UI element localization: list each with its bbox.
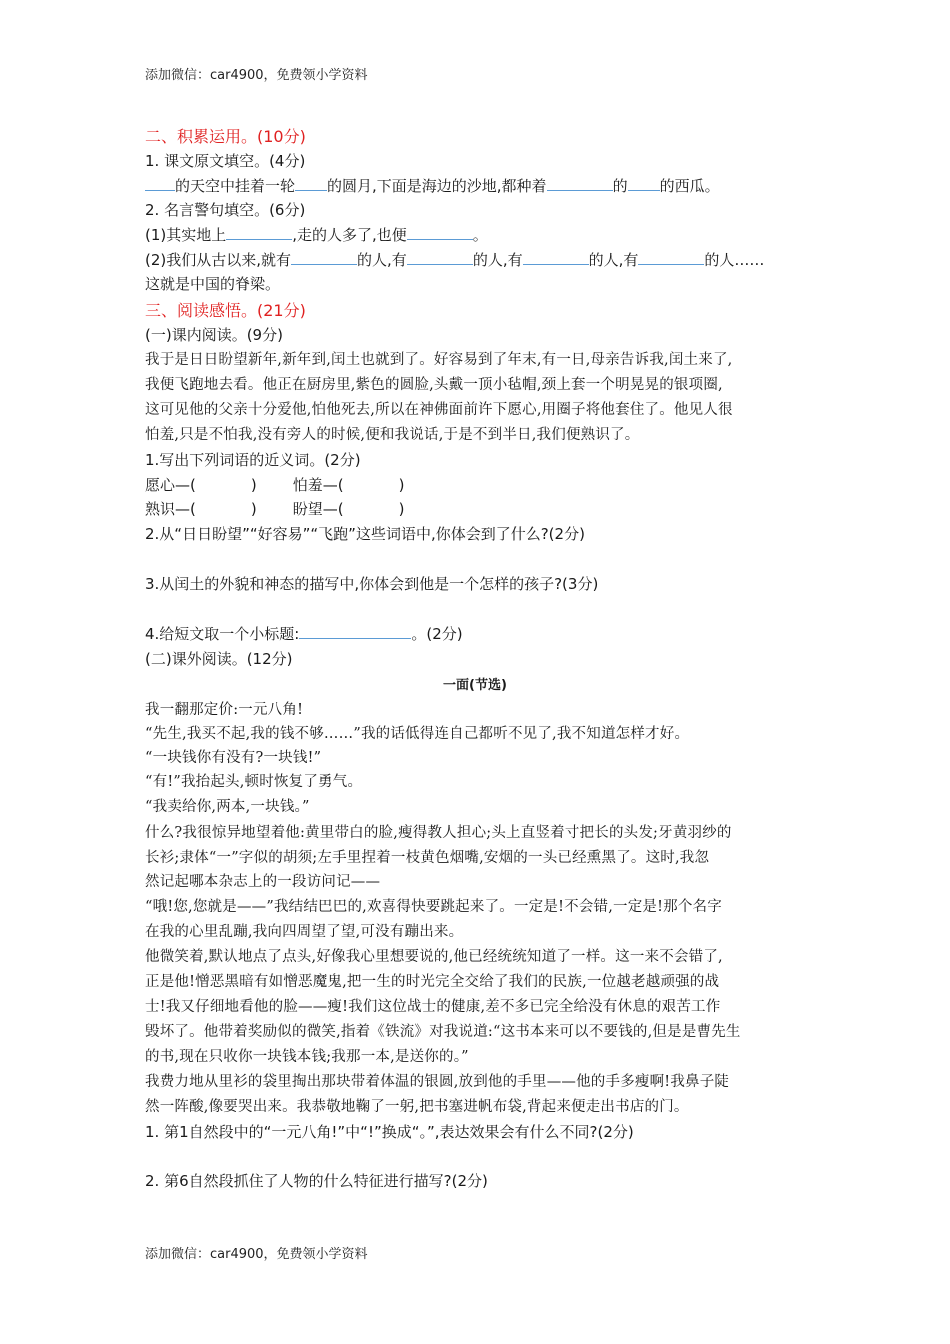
fill-blank[interactable] [145, 176, 175, 191]
text-segment: 的人,有 [357, 251, 407, 269]
q2-line-2 [145, 250, 764, 270]
passage2-line: 他微笑着,默认地点了点头,好像我心里想要说的,他已经统统知道了一样。这一来不会错了, [145, 949, 723, 965]
part2-q1: 1. 第1自然段中的“一元八角!”中“!”换成“。”,表达效果会有什么不同?(2分) [145, 1123, 634, 1141]
passage2-line: 的书,现在只收你一块钱本钱;我那一本,是送你的。” [145, 1049, 469, 1065]
text-segment: 的圆月,下面是海边的沙地,都种着 [327, 177, 547, 195]
part1-q2: 2.从“日日盼望”“好容易”“飞跑”这些词语中,你体会到了什么?(2分) [145, 525, 585, 543]
passage2-line: 长衫;隶体“一”字似的胡须;左手里捏着一枝黄色烟嘴,安烟的一头已经熏黑了。这时,我忽 [145, 850, 710, 866]
passage1-line: 怕羞,只是不怕我,没有旁人的时候,便和我说话,于是不到半日,我们便熟识了。 [145, 427, 640, 443]
passage2-line: 我一翻那定价:一元八角! [145, 702, 304, 718]
q1-fill-line [145, 176, 720, 196]
text-segment: (2)我们从古以来,就有 [145, 251, 292, 269]
passage2-line: 在我的心里乱蹦,我向四周望了望,可没有蹦出来。 [145, 924, 464, 940]
text-segment: 盼望—( [292, 500, 344, 518]
fill-blank[interactable] [226, 225, 292, 240]
article-title: 一面(节选) [443, 678, 507, 693]
synonym-row-1 [145, 475, 404, 495]
text-segment: (1)其实地上 [145, 226, 227, 244]
synonym-row-2 [145, 499, 404, 519]
part1-q1: 1.写出下列词语的近义词。(2分) [145, 451, 361, 469]
fill-blank[interactable] [407, 250, 473, 265]
text-segment: 的人,有 [588, 251, 639, 269]
passage2-line: 什么?我很惊异地望着他:黄里带白的脸,瘦得教人担心;头上直竖着寸把长的头发;牙黄羽纱的 [145, 825, 732, 841]
fill-blank[interactable] [295, 176, 327, 191]
section-3-heading: 三、阅读感悟。(21分) [145, 301, 306, 320]
watermark-top: 添加微信：car4900，免费领小学资料 [145, 68, 368, 83]
passage2-line: “一块钱你有没有?一块钱!” [145, 750, 322, 766]
passage2-line: “有!”我抬起头,顿时恢复了勇气。 [145, 774, 363, 790]
fill-blank[interactable] [547, 176, 613, 191]
text-segment: 4.给短文取一个小标题: [145, 625, 300, 643]
text-segment: 。(2分) [411, 625, 463, 643]
text-segment: 的天空中挂着一轮 [175, 177, 296, 195]
text-segment: 的西瓜。 [659, 177, 720, 195]
passage2-line: “我卖给你,两本,一块钱。” [145, 799, 310, 815]
watermark-bottom: 添加微信：car4900，免费领小学资料 [145, 1247, 368, 1262]
part2-title: (二)课外阅读。(12分) [145, 650, 293, 668]
passage1-line: 我于是日日盼望新年,新年到,闰土也就到了。好容易到了年末,有一日,母亲告诉我,闰土来了, [145, 352, 733, 368]
text-segment: 。 [472, 226, 488, 244]
q2-title: 2. 名言警句填空。(6分) [145, 201, 306, 219]
q1-title: 1. 课文原文填空。(4分) [145, 152, 306, 170]
q2-line-3: 这就是中国的脊梁。 [145, 275, 281, 293]
text-segment: ) [250, 476, 257, 494]
fill-blank[interactable] [299, 624, 411, 639]
text-segment: 怕羞—( [292, 476, 344, 494]
passage2-line: “哦!您,您就是——”我结结巴巴的,欢喜得快要跳起来了。一定是!不会错,一定是!那个名字 [145, 899, 722, 915]
passage2-line: 然一阵酸,像要哭出来。我恭敬地鞠了一躬,把书塞进帆布袋,背起来便走出书店的门。 [145, 1099, 689, 1115]
text-segment: ,走的人多了,也便 [292, 226, 407, 244]
passage2-line: 正是他!憎恶黑暗有如憎恶魔鬼,把一生的时光完全交给了我们的民族,一位越老越顽强的战 [145, 974, 720, 990]
passage2-line: 我费力地从里衫的袋里掏出那块带着体温的银圆,放到他的手里——他的手多瘦啊!我鼻子陡 [145, 1074, 730, 1090]
text-segment: ) [398, 500, 405, 518]
section-2-heading: 二、积累运用。(10分) [145, 127, 306, 146]
passage1-line: 这可见他的父亲十分爱他,怕他死去,所以在神佛面前许下愿心,用圈子将他套住了。他见人很 [145, 402, 733, 418]
part1-q4 [145, 624, 463, 644]
text-segment: 的 [612, 177, 628, 195]
passage2-line: “先生,我买不起,我的钱不够……”我的话低得连自己都听不见了,我不知道怎样才好。 [145, 726, 690, 742]
fill-blank[interactable] [291, 250, 357, 265]
passage1-line: 我便飞跑地去看。他正在厨房里,紫色的圆脸,头戴一顶小毡帽,颈上套一个明晃晃的银项圈, [145, 377, 723, 393]
fill-blank[interactable] [523, 250, 589, 265]
fill-blank[interactable] [628, 176, 660, 191]
part1-title: (一)课内阅读。(9分) [145, 326, 283, 344]
passage2-line: 然记起哪本杂志上的一段访问记—— [145, 874, 381, 890]
text-segment: 愿心—( [145, 476, 196, 494]
text-segment: ) [250, 500, 257, 518]
fill-blank[interactable] [638, 250, 704, 265]
text-segment: ) [398, 476, 405, 494]
part2-q2: 2. 第6自然段抓住了人物的什么特征进行描写?(2分) [145, 1172, 488, 1190]
fill-blank[interactable] [407, 225, 473, 240]
passage2-line: 毁坏了。他带着奖励似的微笑,指着《铁流》对我说道:“这书本来可以不要钱的,但是是曹先生 [145, 1024, 741, 1040]
text-segment: 熟识—( [145, 500, 196, 518]
text-segment: 的人…… [704, 251, 765, 269]
text-segment: 的人,有 [472, 251, 523, 269]
part1-q3: 3.从闰土的外貌和神态的描写中,你体会到他是一个怎样的孩子?(3分) [145, 575, 599, 593]
passage2-line: 士!我又仔细地看他的脸——瘦!我们这位战士的健康,差不多已完全给没有休息的艰苦工作 [145, 999, 721, 1015]
q2-line-1 [145, 225, 488, 245]
